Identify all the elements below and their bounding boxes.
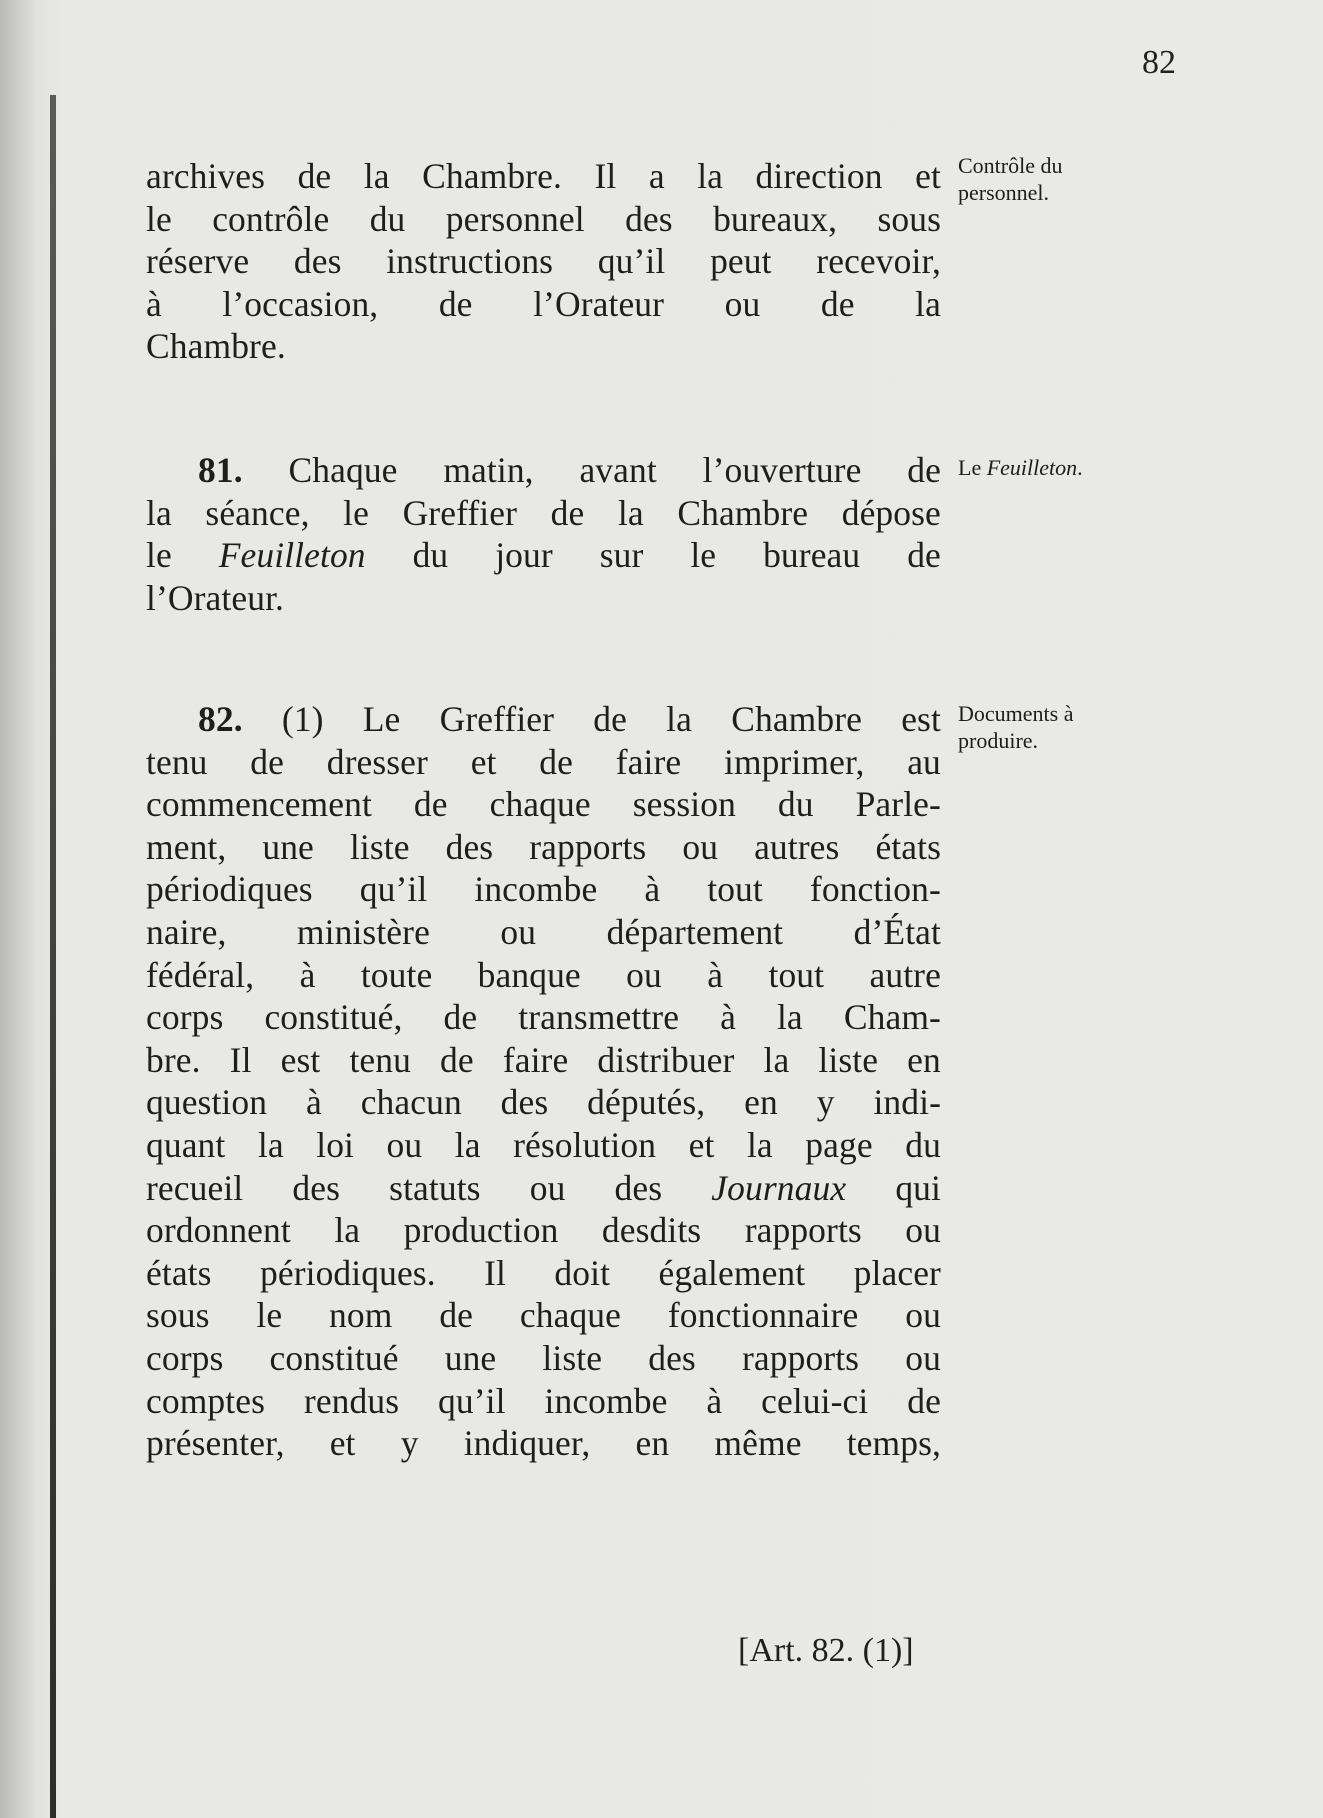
word: Cham- [843, 997, 941, 1038]
word: également [658, 1252, 806, 1293]
word: de [907, 1380, 941, 1421]
text-line [146, 283, 941, 326]
word: sur [599, 535, 644, 576]
text-line [146, 954, 941, 997]
word: y [816, 1082, 835, 1123]
word: ou [905, 1210, 941, 1251]
text-line [146, 1039, 941, 1082]
word: recevoir, [816, 241, 941, 282]
page-number: 82 [1142, 44, 1176, 81]
word: desdits [601, 1210, 702, 1251]
text-line [146, 911, 941, 954]
word: ou [682, 826, 719, 867]
word: Il [594, 156, 617, 196]
word: ou [386, 1124, 423, 1165]
word: temps, [846, 1423, 941, 1464]
word: bureau [763, 535, 861, 576]
word: le [146, 535, 172, 576]
word: des [293, 241, 342, 282]
word: de [438, 283, 473, 324]
word: tout [768, 954, 825, 995]
word: même [714, 1423, 802, 1464]
word: des [445, 826, 494, 867]
word: du [905, 1124, 941, 1165]
text-line [146, 783, 941, 826]
word: est [901, 699, 941, 739]
text-line [146, 1167, 941, 1210]
word: statuts [389, 1167, 481, 1208]
word: y [400, 1423, 419, 1464]
word: en [907, 1039, 941, 1080]
word: rapports [529, 826, 647, 867]
word: de [413, 784, 448, 825]
word: ou [529, 1167, 566, 1208]
text-line [146, 826, 941, 869]
word: la [763, 1039, 790, 1080]
word: toute [360, 954, 433, 995]
word: qu’il [359, 869, 428, 910]
word: à [707, 954, 724, 995]
word: fonctionnaire [667, 1295, 859, 1336]
word: d’État [853, 911, 941, 952]
word: ou [500, 911, 537, 952]
text-line [146, 1209, 941, 1252]
word: rapports [744, 1210, 862, 1251]
word: liste [818, 1039, 879, 1080]
word: sous [877, 198, 941, 239]
word: ou [905, 1337, 941, 1378]
word: qu’il [597, 241, 666, 282]
word: l’ouverture [702, 450, 862, 490]
word: séance, [205, 492, 310, 533]
word: liste [542, 1337, 603, 1378]
text-line [146, 1337, 941, 1380]
word: qui [895, 1167, 941, 1208]
word: des [625, 198, 673, 239]
word: contrôle [212, 198, 330, 239]
word: de [297, 156, 332, 196]
margin-note-controle-line-1: Contrôle du [958, 153, 1063, 178]
word: Chambre [731, 699, 863, 739]
word: page [805, 1124, 873, 1165]
word: à [146, 283, 162, 324]
word: question [146, 1082, 268, 1123]
text-line [146, 1081, 941, 1124]
word: avant [579, 450, 657, 490]
text-line [146, 325, 941, 368]
word: Parle- [855, 784, 941, 825]
word: rapports [741, 1337, 860, 1378]
margin-note-documents-line-2: produire. [958, 728, 1039, 753]
word: quant [146, 1124, 226, 1165]
word: naire, [146, 911, 227, 952]
word: doit [554, 1252, 611, 1293]
word: Journaux [711, 1167, 847, 1208]
word: à [299, 954, 316, 995]
article-82 [146, 698, 941, 1465]
word: 82. [198, 699, 243, 739]
word: résolution [513, 1124, 657, 1165]
word: Greffier [402, 492, 518, 533]
word: du [369, 198, 406, 239]
word: la [454, 1124, 481, 1165]
word: la [915, 283, 941, 324]
word: présenter, [146, 1423, 285, 1464]
word: loi [316, 1124, 355, 1165]
word: nom [329, 1295, 393, 1336]
word: incombe [544, 1380, 668, 1421]
text-line [146, 1422, 941, 1465]
word: une [262, 826, 314, 867]
word: ment, [146, 826, 227, 867]
word: personnel [445, 198, 585, 239]
text-line [146, 996, 941, 1039]
word: faire [615, 741, 682, 782]
word: à [305, 1082, 322, 1123]
paragraph-continuation [146, 155, 941, 368]
word: sous [146, 1295, 210, 1336]
word: des [292, 1167, 341, 1208]
word: une [444, 1337, 497, 1378]
word: ordonnent [146, 1210, 291, 1251]
text-line [146, 577, 941, 620]
word: ou [905, 1295, 941, 1336]
word: états [146, 1252, 212, 1293]
word: autre [869, 954, 941, 995]
word: la [257, 1124, 284, 1165]
word: la [363, 156, 390, 196]
word: direction [755, 156, 883, 196]
word: la [746, 1124, 773, 1165]
word: et [470, 741, 497, 782]
word: des [500, 1082, 549, 1123]
text-line [146, 698, 941, 741]
text-line [146, 492, 941, 535]
word: placer [853, 1252, 941, 1293]
word: la [697, 156, 724, 196]
word: peut [710, 241, 772, 282]
word: recueil [146, 1167, 244, 1208]
word: des [648, 1337, 696, 1378]
word: chaque [519, 1295, 621, 1336]
word: de [440, 1039, 474, 1080]
word: commencement [146, 784, 372, 825]
word: Le [362, 699, 401, 739]
text-line [146, 1294, 941, 1337]
word: autres [754, 826, 840, 867]
word: et [688, 1124, 715, 1165]
word: dresser [326, 741, 428, 782]
word: constitué, [264, 997, 403, 1038]
word: du [777, 784, 814, 825]
text-line [146, 1252, 941, 1295]
word: ministère [296, 911, 430, 952]
text-line [146, 198, 941, 241]
word: de [443, 997, 478, 1038]
word: celui-ci [761, 1380, 869, 1421]
word: de [439, 1295, 474, 1336]
word: au [907, 741, 941, 782]
text-line [146, 449, 941, 492]
word: périodiques [146, 869, 313, 910]
word: faire [502, 1039, 569, 1080]
word: bre. [146, 1039, 201, 1080]
binding-line [50, 95, 56, 1818]
word: chaque [489, 784, 591, 825]
text-line [146, 534, 941, 577]
word: tenu [146, 741, 208, 782]
word: de [907, 535, 941, 576]
word: chacun [360, 1082, 462, 1123]
margin-note-feuilleton [958, 454, 1083, 481]
word: tout [707, 869, 763, 910]
word: l’Orateur [533, 283, 665, 324]
word: indi- [873, 1082, 941, 1123]
word: Il [229, 1039, 252, 1080]
word: des [614, 1167, 663, 1208]
margin-note-feuilleton-prefix: Le [958, 455, 987, 480]
word: dépose [841, 492, 941, 533]
word: bureaux, [713, 198, 838, 239]
word: le [343, 492, 369, 533]
word: liste [349, 826, 410, 867]
word: banque [477, 954, 581, 995]
word: et [915, 156, 941, 196]
word: l’Orateur. [146, 577, 285, 618]
word: le [690, 535, 717, 576]
word: la [146, 492, 172, 533]
word: comptes [146, 1380, 266, 1421]
word: en [744, 1082, 778, 1123]
word: l’occasion, [222, 283, 379, 324]
word: du [412, 535, 449, 576]
word: corps [146, 1337, 224, 1378]
margin-note-controle [958, 152, 1063, 206]
word: périodiques. [259, 1252, 436, 1293]
word: Chambre. [422, 156, 562, 196]
text-line [146, 868, 941, 911]
word: tenu [349, 1039, 411, 1080]
word: fédéral, [146, 954, 255, 995]
text-line [146, 1380, 941, 1423]
word: Il [484, 1252, 506, 1293]
text-line [146, 240, 941, 283]
word: en [635, 1423, 670, 1464]
word: Chambre [677, 492, 809, 533]
text-line [146, 155, 941, 198]
word: transmettre [518, 997, 680, 1038]
word: Greffier [439, 699, 555, 739]
word: département [606, 911, 784, 952]
word: états [875, 826, 941, 867]
word: la [334, 1210, 361, 1251]
footer-article-reference: [Art. 82. (1)] [738, 1632, 914, 1669]
book-spine-shadow [0, 0, 34, 1818]
word: matin, [443, 450, 534, 490]
word: députés, [587, 1082, 706, 1123]
word: réserve [146, 241, 250, 282]
word: à [720, 997, 736, 1038]
word: incombe [474, 869, 598, 910]
word: a [648, 156, 665, 196]
word: archives [146, 156, 266, 196]
word: production [403, 1210, 559, 1251]
word: qu’il [438, 1380, 506, 1421]
word: le [256, 1295, 283, 1336]
word: à [644, 869, 661, 910]
word: ou [724, 283, 761, 324]
word: jour [495, 535, 553, 576]
word: la [776, 997, 803, 1038]
word: distribuer [597, 1039, 735, 1080]
word: de [250, 741, 284, 782]
word: session [632, 784, 736, 825]
word: Chambre. [146, 326, 286, 367]
margin-note-feuilleton-italic: Feuilleton [986, 455, 1078, 480]
margin-note-documents-line-1: Documents à [958, 701, 1074, 726]
word: la [617, 492, 644, 533]
word: de [539, 741, 573, 782]
word: instructions [386, 241, 554, 282]
text-line [146, 1124, 941, 1167]
word: la [666, 699, 692, 739]
word: imprimer, [723, 741, 865, 782]
margin-note-feuilleton-suffix: . [1077, 455, 1083, 480]
text-line [146, 741, 941, 784]
margin-note-controle-line-2: personnel. [958, 180, 1050, 205]
article-81 [146, 449, 941, 619]
word: est [280, 1039, 321, 1080]
word: de [820, 283, 855, 324]
word: constitué [269, 1337, 399, 1378]
word: rendus [303, 1380, 400, 1421]
word: Chaque [288, 450, 398, 490]
word: de [593, 699, 627, 739]
margin-note-documents [958, 700, 1073, 754]
word: le [146, 198, 172, 239]
word: de [550, 492, 585, 533]
word: corps [146, 997, 224, 1038]
word: et [329, 1423, 356, 1464]
word: Feuilleton [218, 535, 366, 576]
word: 81. [198, 450, 243, 490]
word: à [706, 1380, 723, 1421]
word: ou [626, 954, 662, 995]
word: (1) [281, 699, 324, 739]
word: de [907, 450, 941, 490]
word: fonction- [809, 869, 941, 910]
word: indiquer, [463, 1423, 591, 1464]
